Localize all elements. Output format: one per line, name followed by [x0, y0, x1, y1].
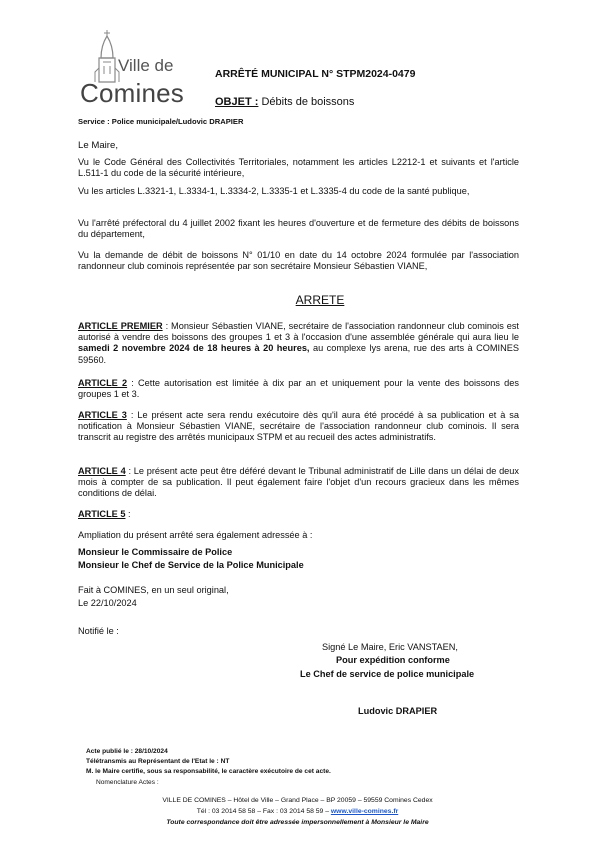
article-1-date: samedi 2 novembre 2024 de 18 heures à 20 heures, [78, 343, 310, 354]
footer-address: VILLE DE COMINES – Hôtel de Ville – Grand Place – BP 20059 – 59559 Comines Cedex [162, 797, 433, 804]
footer-nomenclature: Nomenclature Actes : [96, 779, 159, 786]
article-2-label: ARTICLE 2 [78, 378, 128, 388]
destinataire-chef-police: Monsieur le Chef de Service de la Police Municipale [78, 560, 304, 570]
article-1-label: ARTICLE PREMIER [78, 321, 163, 331]
signature-pour-expedition: Pour expédition conforme [336, 655, 450, 665]
footer-teletransmis: Télétransmis au Représentant de l'Etat le : NT [86, 758, 230, 765]
article-1-text: : Monsieur Sébastien VIANE, secrétaire de l'association randonneur club cominois est autorisé à vendre des boissons des groupes 1 et 3 à l'occasion d'une assemblée générale qui aura lieu le [78, 321, 519, 343]
footer-contact [0, 808, 595, 816]
vu-paragraph-2: Vu les articles L.3321-1, L.3334-1, L.3334-2, L.3335-1 et L.3335-4 du code de la santé publique, [78, 186, 470, 196]
vu-paragraph-3: Vu l'arrêté préfectoral du 4 juillet 2002 fixant les heures d'ouverture et de fermeture des débits de boissons du département, [78, 218, 519, 240]
article-4 [78, 466, 519, 500]
objet-line [215, 96, 354, 109]
footer-acte-publie: Acte publié le : 28/10/2024 [86, 748, 168, 755]
footer-tel-fax: Tél : 03 2014 58 58 – Fax : 03 2014 58 59 – [196, 808, 331, 815]
article-5 [78, 509, 519, 520]
notifie-le: Notifié le : [78, 626, 119, 636]
arrete-heading: ARRETE [295, 293, 345, 307]
destinataire-commissaire: Monsieur le Commissaire de Police [78, 547, 233, 557]
signature-name: Ludovic DRAPIER [358, 706, 438, 716]
article-5-label: ARTICLE 5 [78, 509, 126, 519]
fait-a-comines: Fait à COMINES, en un seul original, [78, 585, 229, 595]
article-4-text: : Le présent acte peut être déféré devant le Tribunal administratif de Lille dans un délai de deux mois à compter de sa publication. Il peut également faire l'objet d'un recours gracieux dans les mêmes conditions de délai. [78, 466, 519, 499]
footer-certifie: M. le Maire certifie, sous sa responsabilité, le caractère exécutoire de cet acte. [86, 768, 331, 775]
signature-chef-service: Le Chef de service de police municipale [300, 669, 475, 679]
footer-notice: Toute correspondance doit être adressée impersonnellement à Monsieur le Maire [166, 819, 429, 826]
vu-paragraph-4: Vu la demande de débit de boissons N° 01/10 en date du 14 octobre 2024 formulée par l'association randonneur club cominois représentée par son secrétaire Monsieur Sébastien VIANE, [78, 250, 519, 272]
article-3-text: : Le présent acte sera rendu exécutoire dès qu'il aura été procédé à sa publication et à sa notification à Monsieur Sébastien VIANE, secrétaire de l'association randonneur club cominois. Il sera transcrit au registre des arrêtés municipaux STPM et au recueil des actes administratifs. [78, 410, 519, 443]
article-3 [78, 410, 519, 444]
service-line: Service : Police municipale/Ludovic DRAPIER [78, 117, 244, 126]
arrete-title: ARRÊTÉ MUNICIPAL N° STPM2024-0479 [215, 68, 416, 80]
le-maire: Le Maire, [78, 140, 118, 151]
closing-date: Le 22/10/2024 [78, 598, 137, 608]
footer-website-link[interactable]: www.ville-comines.fr [330, 808, 399, 815]
vu-paragraph-1: Vu le Code Général des Collectivités Territoriales, notamment les articles L2212-1 et suivants et l'article L.511-1 du code de la sécurité intérieure, [78, 157, 519, 179]
ville-de-comines-logo [80, 28, 198, 108]
logo-ville-text: Ville de [118, 56, 174, 75]
ampliation-line: Ampliation du présent arrêté sera également adressée à : [78, 530, 313, 540]
article-1 [78, 321, 519, 366]
article-3-label: ARTICLE 3 [78, 410, 127, 420]
logo-comines-text: Comines [80, 78, 184, 108]
article-4-label: ARTICLE 4 [78, 466, 126, 476]
article-2-text: : Cette autorisation est limitée à dix par an et uniquement pour la vente des boissons des groupes 1 et 3. [78, 378, 519, 400]
article-1-location: au complexe lys arena, rue des arts à COMINES 59560. [78, 343, 520, 365]
objet-label: OBJET : [215, 96, 259, 108]
objet-text: Débits de boissons [258, 96, 355, 108]
signature-mayor: Signé Le Maire, Eric VANSTAEN, [322, 642, 458, 652]
article-5-text: : [125, 509, 131, 519]
article-2 [78, 378, 519, 400]
